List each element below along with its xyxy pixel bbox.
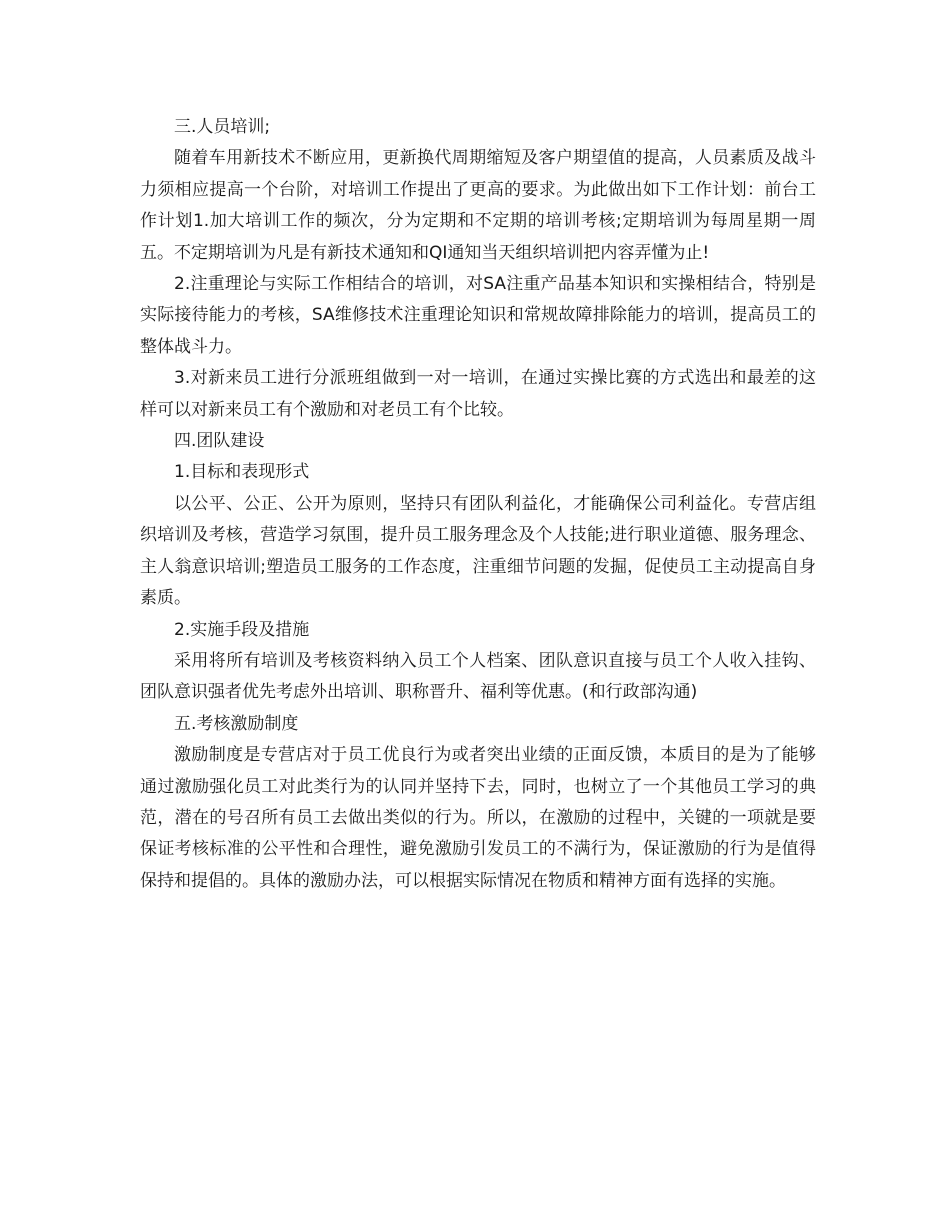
paragraph-incentives: 激励制度是专营店对于员工优良行为或者突出业绩的正面反馈，本质目的是为了能够通过激励强化员工对此类行为的认同并坚持下去，同时，也树立了一个其他员工学习的典范，潜在的号召所有员工去做出类似的行为。所以，在激励的过程中，关键的一项就是要保证考核标准的公平性和合理性，避免激励引发员工的不满行为，保证激励的行为是值得保持和提倡的。具体的激励办法，可以根据实际情况在物质和精神方面有选择的实施。 [140,745,816,891]
paragraph-theory-practice: 2.注重理论与实际工作相结合的培训，对SA注重产品基本知识和实操相结合，特别是实际接待能力的考核，SA维修技术注重理论知识和常规故障排除能力的培训，提高员工的整体战斗力。 [140,274,816,357]
subheading-goals: 1.目标和表现形式 [174,462,310,483]
subheading-measures: 2.实施手段及措施 [174,619,310,640]
section-heading-incentives: 五.考核激励制度 [174,713,299,734]
document-body [140,112,816,897]
paragraph-training-plan: 随着车用新技术不断应用，更新换代周期缩短及客户期望值的提高，人员素质及战斗力须相应提高一个台阶，对培训工作提出了更高的要求。为此做出如下工作计划：前台工作计划1.加大培训工作的频次，分为定期和不定期的培训考核;定期培训为每周星期一周五。不定期培训为凡是有新技术通知和QI通知当天组织培训把内容弄懂为止! [140,148,816,263]
paragraph-new-staff: 3.对新来员工进行分派班组做到一对一培训，在通过实操比赛的方式选出和最差的这样可以对新来员工有个激励和对老员工有个比较。 [140,368,816,420]
paragraph-goals: 以公平、公正、公开为原则，坚持只有团队利益化，才能确保公司利益化。专营店组织培训及考核，营造学习氛围，提升员工服务理念及个人技能;进行职业道德、服务理念、主人翁意识培训;塑造员工服务的工作态度，注重细节问题的发掘，促使员工主动提高自身素质。 [140,493,816,609]
section-heading-personnel-training: 三.人员培训; [174,117,271,137]
paragraph-measures: 采用将所有培训及考核资料纳入员工个人档案、团队意识直接与员工个人收入挂钩、团队意识强者优先考虑外出培训、职称晋升、福利等优惠。(和行政部沟通) [140,650,816,703]
section-heading-team-building: 四.团队建设 [174,431,265,452]
